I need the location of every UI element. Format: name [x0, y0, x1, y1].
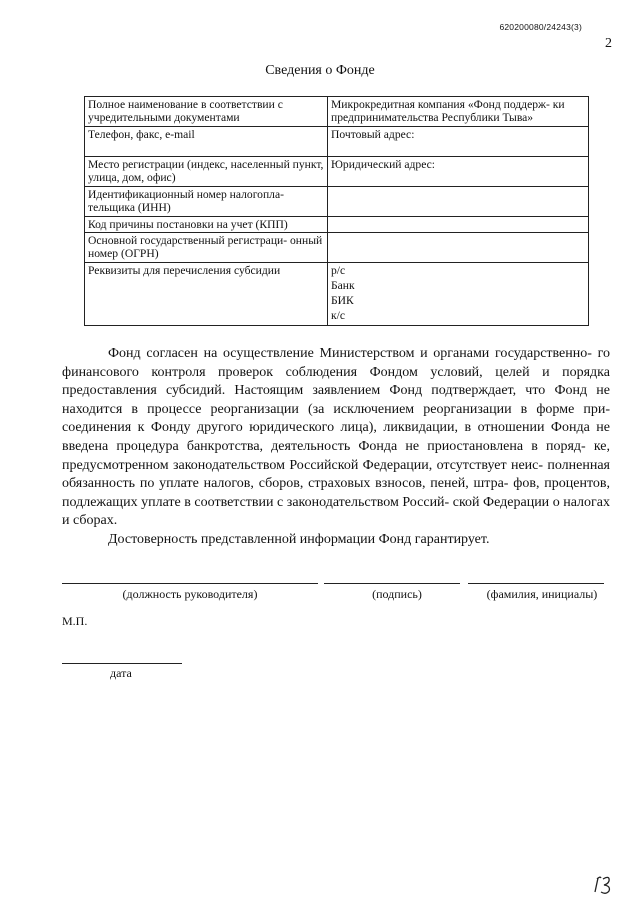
table-row: [85, 97, 589, 127]
declaration-text: [62, 345, 610, 550]
row-value: [328, 233, 589, 263]
requisites-label: Реквизиты для перечисления субсидии: [85, 263, 328, 326]
row-value: [328, 217, 589, 233]
name-line: [468, 583, 604, 584]
document-id: 620200080/24243(3): [499, 22, 582, 32]
date-caption: дата: [110, 666, 132, 680]
name-caption: (фамилия, инициалы): [486, 587, 598, 601]
row-value: [328, 187, 589, 217]
consent-paragraph: Фонд согласен на осуществление Министерством и органами государственно- го финансового контроля проверок соблюдения Фондом условий, целей и порядка предоставления субсидий. Настоящим заявлением Фонд подтверждает, что Фонд не находится в процессе реорганизации (за исключением реорганизации в форме при- соединения к Фонду другого юридического лица), ликвидации, в отношении Фонда не введена процедура банкротства, деятельность Фонда не приостановлена в поряд- ке, предусмотренном законодательством Российской Федерации, отсутствует неис- полненная обязанность по уплате налогов, сборов, страховых взносов, пеней, штра- фов, процентов, подлежащих уплате в соответствии с законодательством Россий- ской Федерации о налогах и сборах.: [62, 346, 610, 529]
position-caption: (должность руководителя): [122, 587, 258, 601]
row-label: Код причины постановки на учет (КПП): [85, 217, 328, 233]
table-row: [85, 217, 589, 233]
row-label: Место регистрации (индекс, населенный пункт, улица, дом, офис): [85, 157, 328, 187]
row-label: Полное наименование в соответствии с учредительными документами: [85, 97, 328, 127]
signature-caption: (подпись): [372, 587, 422, 601]
handwritten-page-mark: [591, 872, 617, 896]
row-value: Почтовый адрес:: [328, 127, 589, 157]
stamp-place: М.П.: [62, 614, 88, 628]
signature-line: [324, 583, 460, 584]
bank-field: Банк: [331, 279, 355, 292]
account-field: р/с: [331, 264, 346, 277]
row-label: Идентификационный номер налогопла- тельщика (ИНН): [85, 187, 328, 217]
bik-field: БИК: [331, 294, 354, 307]
row-label: Основной государственный регистраци- онный номер (ОГРН): [85, 233, 328, 263]
row-value: Микрокредитная компания «Фонд поддерж- ки предпринимательства Республики Тыва»: [328, 97, 589, 127]
date-line: [62, 663, 182, 664]
table-row: [85, 157, 589, 187]
requisites-values: [328, 263, 589, 326]
table-row: [85, 127, 589, 157]
corr-account-field: к/с: [331, 309, 345, 322]
fund-info-table: [84, 96, 589, 326]
row-value: Юридический адрес:: [328, 157, 589, 187]
position-line: [62, 583, 318, 584]
page-title: Сведения о Фонде: [265, 63, 375, 78]
page-number: 2: [605, 36, 612, 51]
table-row: [85, 233, 589, 263]
guarantee-paragraph: Достоверность представленной информации Фонд гарантирует.: [108, 531, 490, 547]
table-row: [85, 263, 589, 326]
row-label: Телефон, факс, e-mail: [85, 127, 328, 157]
table-row: [85, 187, 589, 217]
